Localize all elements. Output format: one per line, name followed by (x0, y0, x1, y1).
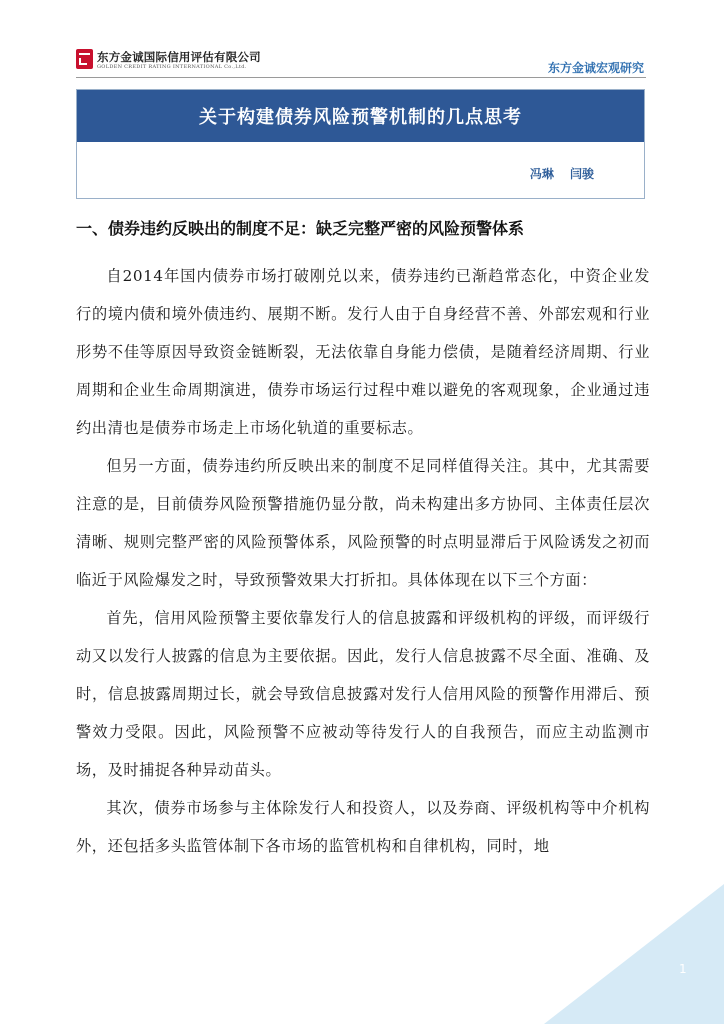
document-title: 关于构建债券风险预警机制的几点思考 (199, 107, 522, 128)
paragraph: 其次，债券市场参与主体除发行人和投资人，以及券商、评级机构等中介机构外，还包括多头监管体制下各市场的监管机构和自律机构，同时，地 (76, 799, 650, 855)
page-number: 1 (679, 962, 687, 976)
title-box (76, 89, 645, 199)
body-text (76, 257, 650, 865)
company-name-en: GOLDEN CREDIT RATING INTERNATIONAL Co.,Ltd. (97, 64, 247, 70)
paragraph: 但另一方面，债券违约所反映出来的制度不足同样值得关注。其中，尤其需要注意的是，目前债券风险预警措施仍显分散，尚未构建出多方协同、主体责任层次清晰、规则完整严密的风险预警体系，风险预警的时点明显滞后于风险诱发之初而临近于风险爆发之时，导致预警效果大打折扣。具体体现在以下三个方面： (76, 457, 650, 589)
golden-credit-logo-icon (76, 49, 93, 69)
company-name-cn: 东方金诚国际信用评估有限公司 (97, 50, 261, 64)
section-heading: 一、债券违约反映出的制度不足：缺乏完整严密的风险预警体系 (76, 219, 525, 238)
research-series-label: 东方金诚宏观研究 (547, 61, 644, 75)
header-divider (76, 77, 646, 78)
corner-decoration (544, 884, 724, 1024)
authors: 冯琳 闫骏 (529, 167, 594, 181)
paragraph: 自2014年国内债券市场打破刚兑以来，债券违约已渐趋常态化，中资企业发行的境内债和境外债违约、展期不断。发行人由于自身经营不善、外部宏观和行业形势不佳等原因导致资金链断裂，无法依靠自身能力偿债，是随着经济周期、行业周期和企业生命周期演进，债券市场运行过程中难以避免的客观现象，企业通过违约出清也是债券市场走上市场化轨道的重要标志。 (76, 267, 650, 437)
paragraph: 首先，信用风险预警主要依靠发行人的信息披露和评级机构的评级，而评级行动又以发行人披露的信息为主要依据。因此，发行人信息披露不尽全面、准确、及时，信息披露周期过长，就会导致信息披露对发行人信用风险的预警作用滞后、预警效力受限。因此，风险预警不应被动等待发行人的自我预告，而应主动监测市场，及时捕捉各种异动苗头。 (76, 609, 650, 779)
title-band (77, 90, 644, 142)
page-header (0, 0, 724, 80)
